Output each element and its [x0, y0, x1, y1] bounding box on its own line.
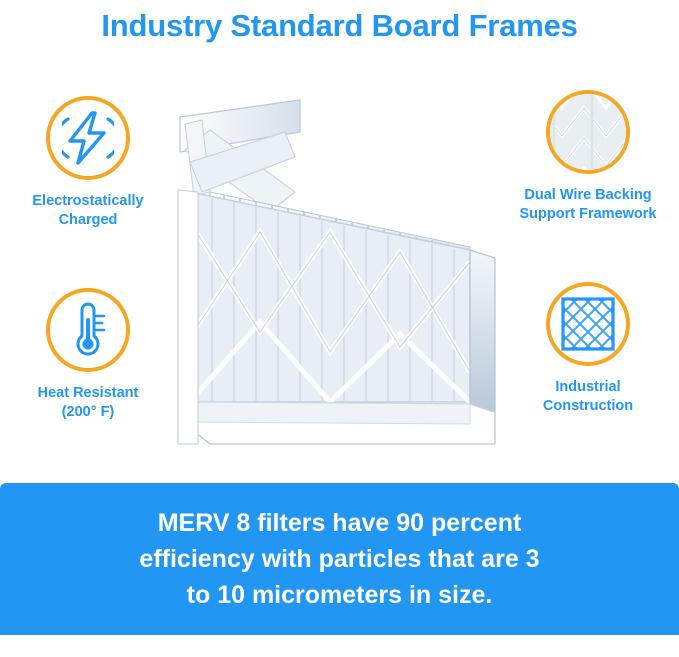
- grid-square-icon: [550, 286, 626, 362]
- feature-caption-line1: Electrostatically: [32, 193, 144, 209]
- lightning-bolt-icon: [50, 100, 126, 176]
- banner-line1: MERV 8 filters have 90 percent: [157, 509, 522, 537]
- feature-icon-circle: [46, 96, 130, 180]
- feature-icon-circle: [46, 288, 130, 372]
- feature-heat-resistant: [8, 288, 168, 422]
- feature-icon-circle: [546, 282, 630, 366]
- feature-icon-circle: [546, 90, 630, 174]
- feature-caption-line2: (200° F): [61, 404, 115, 420]
- product-image: [150, 72, 510, 472]
- feature-caption-line1: Industrial: [555, 379, 621, 395]
- feature-caption: [508, 378, 668, 416]
- wire-mesh-photo-icon: [550, 94, 626, 170]
- page-title: Industry Standard Board Frames: [101, 8, 578, 43]
- feature-caption: [8, 384, 168, 422]
- feature-dual-wire-backing: [508, 90, 668, 224]
- feature-caption-line2: Charged: [58, 212, 118, 228]
- banner-text: [113, 505, 565, 613]
- merv-info-banner: [0, 483, 679, 635]
- banner-line3: to 10 micrometers in size.: [186, 581, 493, 609]
- feature-caption-line1: Dual Wire Backing: [524, 187, 652, 203]
- feature-caption-line2: Construction: [542, 398, 634, 414]
- thermometer-icon: [50, 292, 126, 368]
- feature-caption: [8, 192, 168, 230]
- feature-electrostatically-charged: [8, 96, 168, 230]
- feature-caption-line1: Heat Resistant: [37, 385, 139, 401]
- banner-line2: efficiency with particles that are 3: [139, 545, 540, 573]
- feature-caption: [508, 186, 668, 224]
- feature-industrial-construction: [508, 282, 668, 416]
- filter-illustration: [150, 72, 510, 472]
- feature-caption-line2: Support Framework: [519, 206, 657, 222]
- bottom-white-strip: [0, 635, 679, 657]
